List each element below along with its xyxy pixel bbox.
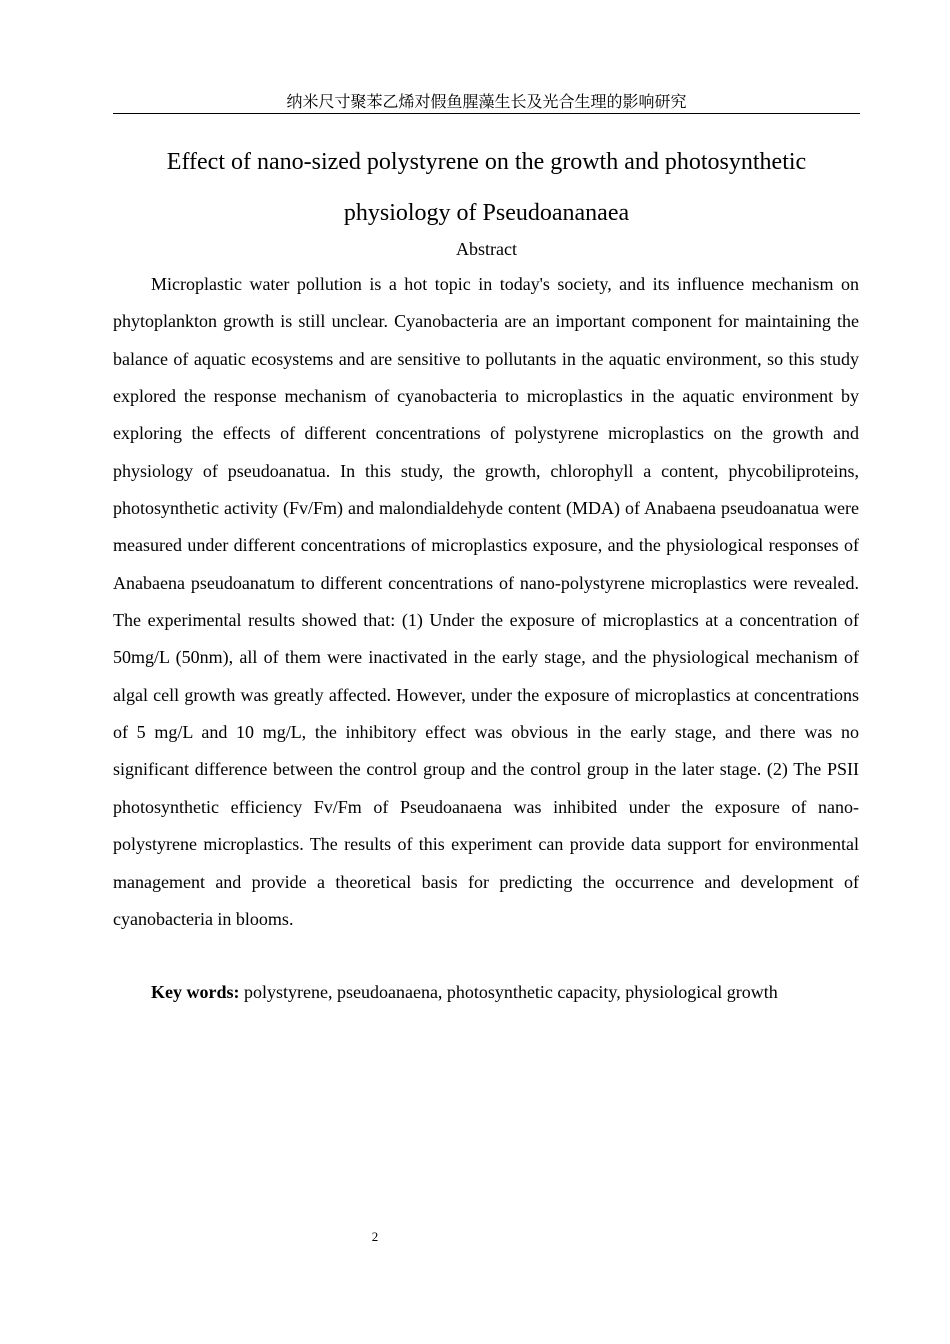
abstract-body: Microplastic water pollution is a hot topic in today's society, and its influence mechanism on phytoplankton growth is still unclear. Cyanobacteria are an important component for maintaining the balance of aquatic ecosystems and are sensitive to pollutants in the aquatic environment, so this study explored the response mechanism of cyanobacteria to microplastics in the aquatic environment by exploring the effects of different concentrations of polystyrene microplastics on the growth and physiology of pseudoanatua. In this study, the growth, chlorophyll a content, phycobiliproteins, photosynthetic activity (Fv/Fm) and malondialdehyde content (MDA) of Anabaena pseudoanatua were measured under different concentrations of microplastics exposure, and the physiological responses of Anabaena pseudoanatum to different concentrations of nano-polystyrene microplastics were revealed. The experimental results showed that: (1) Under the exposure of microplastics at a concentration of 50mg/L (50nm), all of them were inactivated in the early stage, and the physiological mechanism of algal cell growth was greatly affected. However, under the exposure of microplastics at concentrations of 5 mg/L and 10 mg/L, the inhibitory effect was obvious in the early stage, and there was no significant difference between the control group and the control group in the later stage. (2) The PSII photosynthetic efficiency Fv/Fm of Pseudoanaena was inhibited under the exposure of nano-polystyrene microplastics. The results of this experiment can provide data support for environmental management and provide a theoretical basis for predicting the occurrence and development of cyanobacteria in blooms.: [113, 274, 859, 929]
keywords-label: Key words:: [151, 982, 240, 1002]
keywords-text: polystyrene, pseudoanaena, photosynthetic capacity, physiological growth: [239, 982, 778, 1002]
abstract-heading: Abstract: [456, 239, 517, 259]
paper-title: Effect of nano-sized polystyrene on the growth and photosynthetic physiology of Pseudoananaea: [166, 149, 807, 226]
running-header: 纳米尺寸聚苯乙烯对假鱼腥藻生长及光合生理的影响研究: [113, 91, 860, 114]
keywords-line: [113, 974, 859, 1011]
page-number: 2: [371, 1229, 379, 1244]
